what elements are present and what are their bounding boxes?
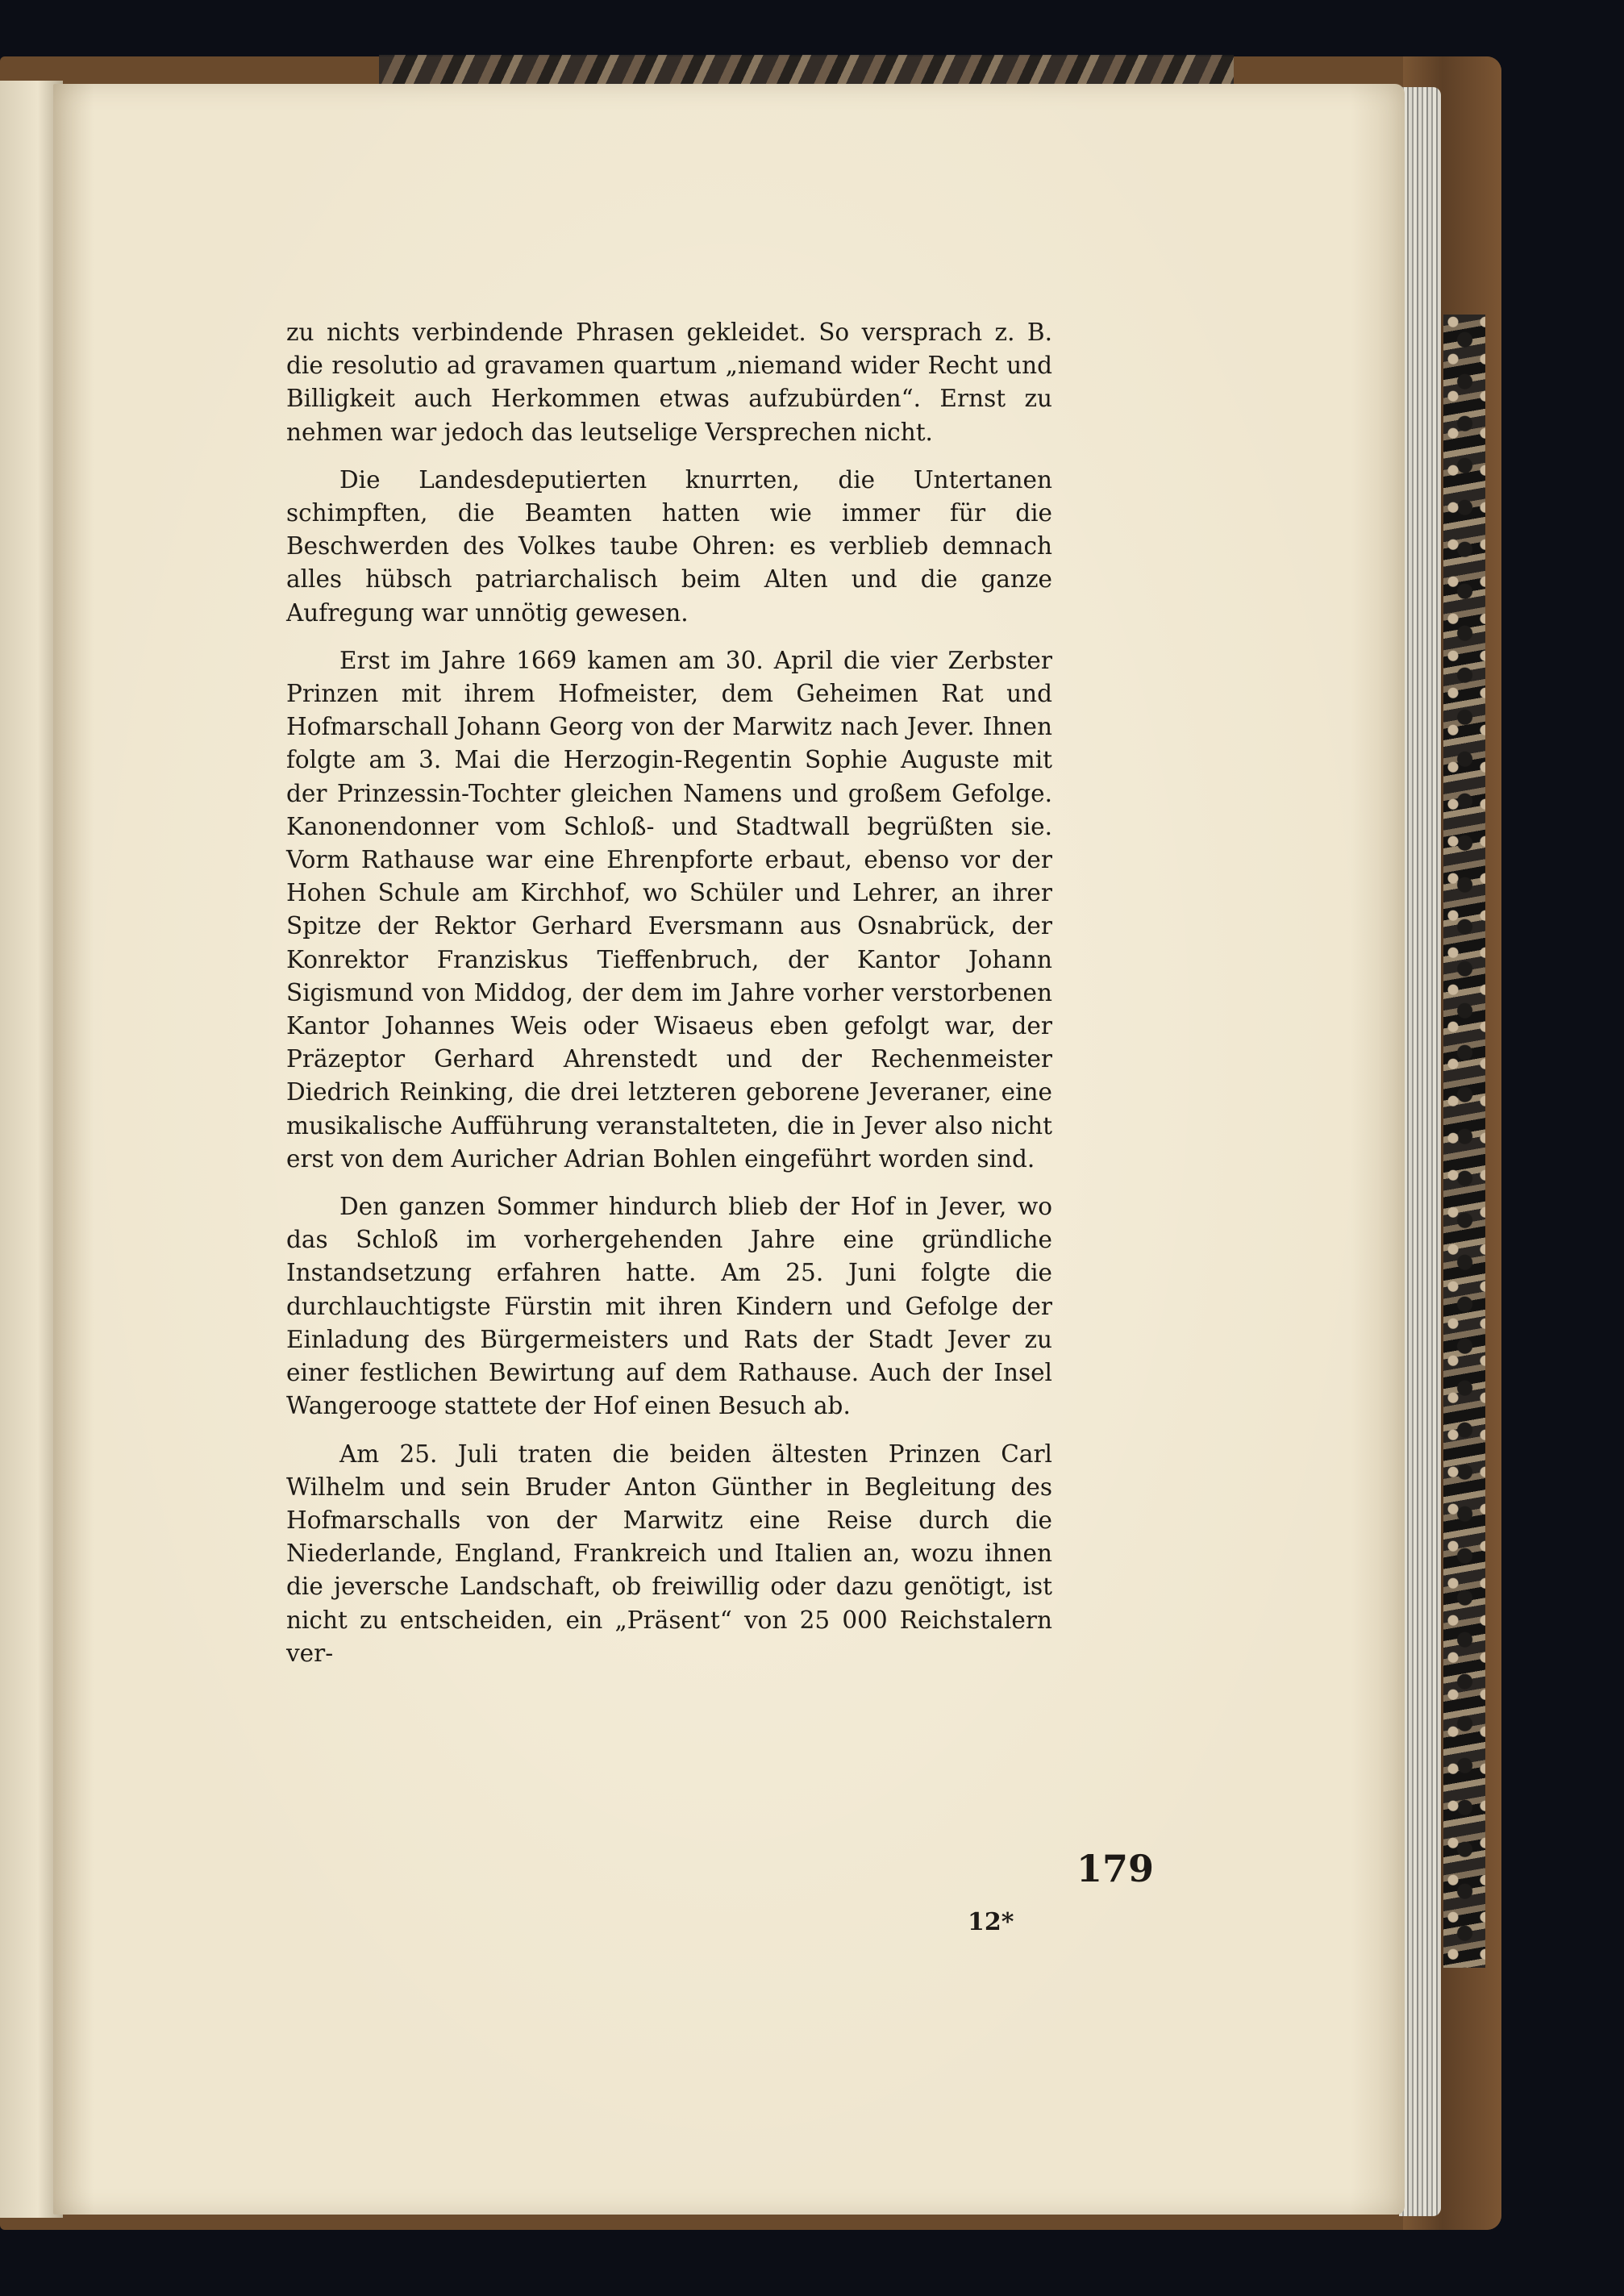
paragraph: zu nichts verbindende Phrasen gekleidet. So versprach z. B. die resolutio ad gravamen quartum „niemand wider Recht und Billigkeit auch Herkommen etwas aufzubürden“. Ernst zu nehmen war jedoch das leutselige Versprechen nicht. <box>286 319 1052 446</box>
signature-mark: 12* <box>968 1908 1014 1936</box>
marbled-cover-right <box>1443 315 1485 1968</box>
page-number: 179 <box>1076 1847 1155 1890</box>
page-body-text <box>286 316 1052 1685</box>
paragraph: Am 25. Juli traten die beiden ältesten Prinzen Carl Wilhelm und sein Bruder Anton Günther in Begleitung des Hofmarschalls von der Marwitz eine Reise durch die Niederlande, England, Frankreich und Italien an, wozu ihnen die jeversche Landschaft, ob freiwillig oder dazu genötigt, ist nicht zu entscheiden, ein „Präsent“ von 25 000 Reichstalern ver- <box>286 1440 1052 1667</box>
page-stack-edge <box>1399 87 1441 2216</box>
paragraph: Erst im Jahre 1669 kamen am 30. April die vier Zerbster Prinzen mit ihrem Hofmeister, dem Geheimen Rat und Hofmarschall Johann Georg von der Marwitz nach Jever. Ihnen folgte am 3. Mai die Herzogin-Regentin Sophie Auguste mit der Prinzessin-Tochter gleichen Namens und großem Gefolge. Kanonendonner vom Schloß- und Stadtwall begrüßten sie. Vorm Rathause war eine Ehrenpforte erbaut, ebenso vor der Hohen Schule am Kirchhof, wo Schüler und Lehrer, an ihrer Spitze der Rektor Gerhard Eversmann aus Osnabrück, der Konrektor Franziskus Tieffenbruch, der Kantor Johann Sigismund von Middog, der dem im Jahre vorher verstorbenen Kantor Johannes Weis oder Wisaeus eben gefolgt war, der Präzeptor Gerhard Ahrenstedt und der Rechenmeister Diedrich Reinking, die drei letzteren geborene Jeveraner, eine musikalische Aufführung veranstalteten, die in Jever also nicht erst von dem Auricher Adrian Bohlen eingeführt worden sind. <box>286 646 1052 1173</box>
paragraph: Die Landesdeputierten knurrten, die Untertanen schimpften, die Beamten hatten wie immer für die Beschwerden des Volkes taube Ohren: es verblieb demnach alles hübsch patriarchalisch beim Alten und die ganze Aufregung war unnötig gewesen. <box>286 465 1052 627</box>
paragraph: Den ganzen Sommer hindurch blieb der Hof in Jever, wo das Schloß im vorhergehenden Jahre eine gründliche Instandsetzung erfahren hatte. Am 25. Juni folgte die durchlauchtigste Fürstin mit ihren Kindern und Gefolge der Einladung des Bürgermeisters und Rats der Stadt Jever zu einer festlichen Bewirtung auf dem Rathause. Auch der Insel Wangerooge stattete der Hof einen Besuch ab. <box>286 1193 1052 1420</box>
marbled-cover-top <box>379 55 1234 87</box>
